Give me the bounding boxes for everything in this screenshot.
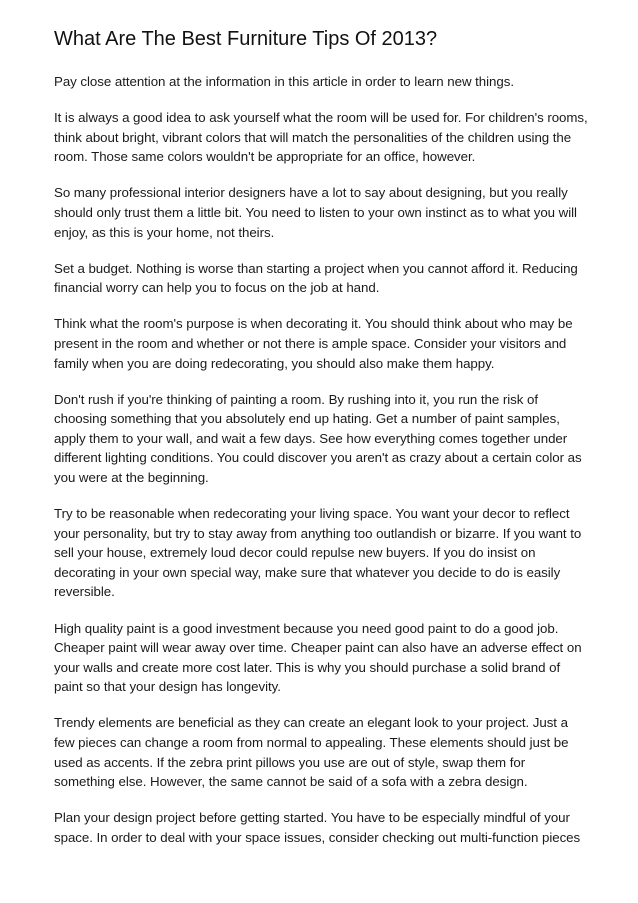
paragraph-room-purpose: It is always a good idea to ask yourself what the room will be used for. For children's rooms, think about bright, vibrant colors that will match the personalities of the children using the room. Those same colors wouldn't be appropriate for an office, however.: [54, 110, 588, 165]
paragraph-quality-paint: High quality paint is a good investment because you need good paint to do a good job. Cheaper paint will wear away over time. Cheaper paint can also have an adverse effect on your walls and create more cost later. This is why you should purchase a solid brand of paint so that your design has longevity.: [54, 620, 582, 695]
document-title: What Are The Best Furniture Tips Of 2013?: [54, 28, 438, 50]
paragraph-intro: Pay close attention at the information in this article in order to learn new things.: [54, 74, 514, 89]
paragraph-painting: Don't rush if you're thinking of painting a room. By rushing into it, you run the risk of choosing something that you absolutely end up hating. Get a number of paint samples, apply them to your wall, and wait a few days. See how everything comes together under different lighting conditions. You could discover you aren't as crazy about a certain color as you were at the beginning.: [54, 391, 582, 485]
paragraph-reasonable: Try to be reasonable when redecorating your living space. You want your decor to reflect your personality, but try to stay away from anything too outlandish or bizarre. If you want to sell your house, extremely loud decor could repulse new buyers. If you do insist on decorating in your own special way, make sure that whatever you decide to do is easily reversible.: [54, 506, 582, 600]
paragraph-decorating-purpose: Think what the room's purpose is when decorating it. You should think about who may be present in the room and whether or not there is ample space. Consider your visitors and family when you are doing redecorating, you should also make them happy.: [54, 316, 573, 371]
paragraph-budget: Set a budget. Nothing is worse than starting a project when you cannot afford it. Reducing financial worry can help you to focus on the job at hand.: [54, 260, 578, 296]
paragraph-trendy-elements: Trendy elements are beneficial as they can create an elegant look to your project. Just a few pieces can change a room from normal to appealing. These elements should just be used as accents. If the zebra print pillows you use are out of style, swap them for something else. However, the same cannot be said of a sofa with a zebra design.: [54, 715, 569, 790]
paragraph-designers: So many professional interior designers have a lot to say about designing, but you really should only trust them a little bit. You need to listen to your own instinct as to what you will enjoy, as this is your home, not theirs.: [54, 185, 577, 240]
paragraph-plan-project: Plan your design project before getting started. You have to be especially mindful of your space. In order to deal with your space issues, consider checking out multi-function pieces: [54, 810, 581, 845]
